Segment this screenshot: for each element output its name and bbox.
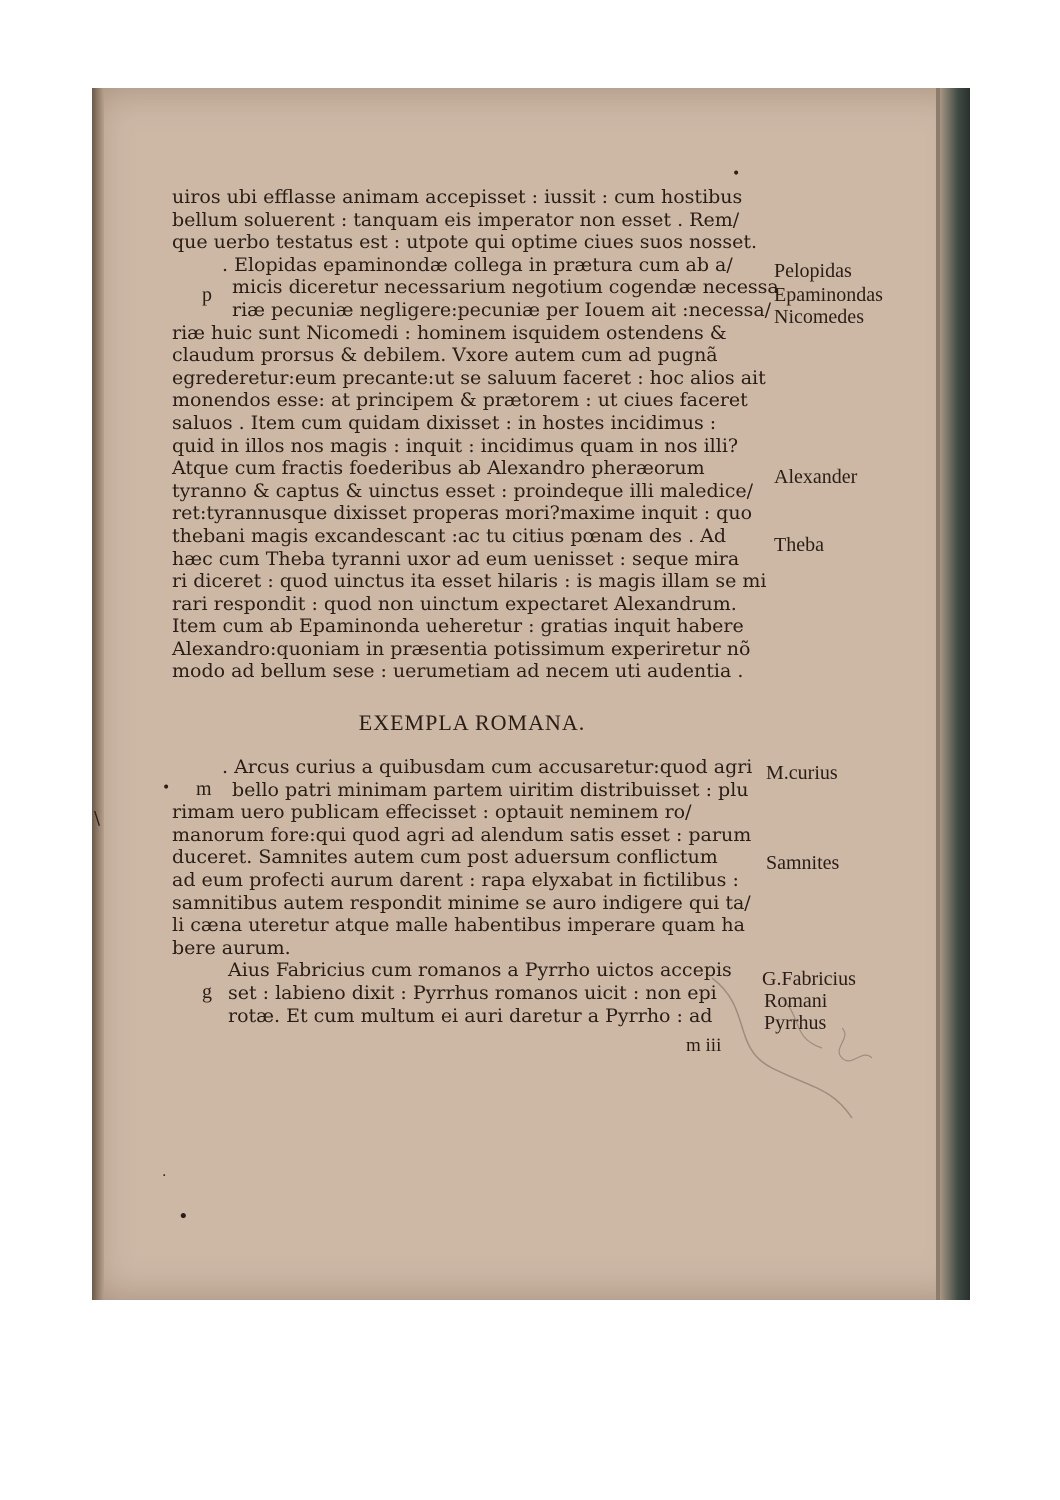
marginal-note-nicomedes: Nicomedes (774, 306, 864, 328)
text-line: rari respondit : quod non uinctum expectaret Alexandrum. (172, 592, 737, 615)
marginal-note-alexander: Alexander (774, 466, 858, 488)
text-line: samnitibus autem respondit minime se auro indigere qui ta/ (172, 891, 751, 914)
text-line: bellum soluerent : tanquam eis imperator non esset . Rem/ (172, 208, 740, 231)
text-line: ret:tyrannusque dixisset properas mori?maxime inquit : quo (172, 502, 753, 525)
marginal-note-romani: Romani (764, 990, 828, 1012)
text-line: saluos . Item cum quidam dixisset : in hostes incidimus : (172, 411, 717, 434)
marginal-note-pyrrhus: Pyrrhus (764, 1012, 827, 1034)
text-line: claudum prorsus & debilem. Vxore autem cum ad pugnã (172, 344, 718, 367)
main-text-bottom (172, 756, 772, 1027)
guide-initial-p: p (202, 284, 212, 306)
main-text-top (172, 186, 779, 683)
text-line: rotæ. Et cum multum ei auri daretur a Pyrrho : ad (228, 1004, 713, 1027)
text-line: riæ huic sunt Nicomedi : hominem isquidem ostendens & (172, 321, 727, 344)
text-line: bere aurum. (172, 936, 291, 959)
text-line: micis diceretur necessarium negotium cogendæ necessa (232, 276, 779, 299)
text-line: rimam uero publicam effecisset : optauit neminem ro/ (172, 801, 692, 824)
text-line: ad eum profecti aurum darent : rapa elyxabat in fictilibus : (172, 868, 739, 891)
text-line: manorum fore:qui quod agri ad alendum satis esset : parum (172, 823, 752, 846)
marginal-note-samnites: Samnites (766, 852, 840, 874)
ink-dot: • (162, 780, 171, 796)
marginal-note-mcurius: M.curius (766, 762, 838, 784)
ink-stroke: \ (94, 808, 101, 829)
marginal-note-theba: Theba (774, 534, 824, 556)
scanned-page (92, 88, 970, 1300)
text-line: Atque cum fractis foederibus ab Alexandro pheræorum (172, 457, 705, 480)
signature-mark: m iii (686, 1035, 722, 1056)
ink-dot: • (732, 166, 741, 182)
text-line: li cæna uteretur atque malle habentibus imperare quam ha (172, 914, 745, 937)
text-line: set : labieno dixit : Pyrrhus romanos uicit : non epi (228, 981, 717, 1004)
ink-dot: · (162, 1168, 167, 1184)
text-line: egrederetur:eum precante:ut se saluum faceret : hoc alios ait (172, 366, 766, 389)
text-line: quid in illos nos magis : inquit : incidimus quam in nos illi? (172, 434, 739, 457)
guide-initial-g: g (202, 981, 212, 1003)
text-line: que uerbo testatus est : utpote qui optime ciues suos nosset. (172, 231, 758, 254)
text-line: ri diceret : quod uinctus ita esset hilaris : is magis illam se mi (172, 570, 767, 593)
text-line: . Arcus curius a quibusdam cum accusaretur:quod agri (222, 756, 753, 778)
text-line: thebani magis excandescant :ac tu citius pœnam des . Ad (172, 524, 727, 547)
text-line: monendos esse: at principem & prætorem : ut ciues faceret (172, 389, 748, 412)
guide-initial-m: m (196, 778, 212, 800)
text-line: Aius Fabricius cum romanos a Pyrrho uictos accepis (228, 959, 732, 982)
marginal-note-gfabricius: G.Fabricius (762, 968, 856, 990)
book-binding-edge (940, 88, 970, 1300)
text-line: uiros ubi efflasse animam accepisset : iussit : cum hostibus (172, 186, 743, 208)
marginal-note-pelopidas: Pelopidas (774, 260, 852, 282)
text-line: Alexandro:quoniam in præsentia potissimum experiretur nõ (172, 637, 751, 660)
ink-dot: • (178, 1206, 189, 1227)
handwritten-scribble (692, 968, 912, 1128)
text-line: Item cum ab Epaminonda ueheretur : gratias inquit habere (172, 615, 744, 638)
section-heading: EXEMPLA ROMANA. (358, 710, 586, 735)
page-left-edge (92, 88, 104, 1300)
marginal-note-epaminondas: Epaminondas (774, 284, 883, 306)
text-line: tyranno & captus & uinctus esset : proindeque illi maledice/ (172, 479, 754, 502)
text-line: bello patri minimam partem uiritim distribuisset : plu (232, 778, 749, 801)
text-line: duceret. Samnites autem cum post aduersum conflictum (172, 846, 718, 869)
text-line: riæ pecuniæ negligere:pecuniæ per Iouem ait :necessa/ (232, 298, 772, 321)
text-line: modo ad bellum sese : uerumetiam ad necem uti audentia . (172, 660, 744, 683)
text-line: . Elopidas epaminondæ collega in prætura cum ab a/ (222, 253, 733, 276)
text-line: hæc cum Theba tyranni uxor ad eum uenisset : seque mira (172, 547, 740, 570)
